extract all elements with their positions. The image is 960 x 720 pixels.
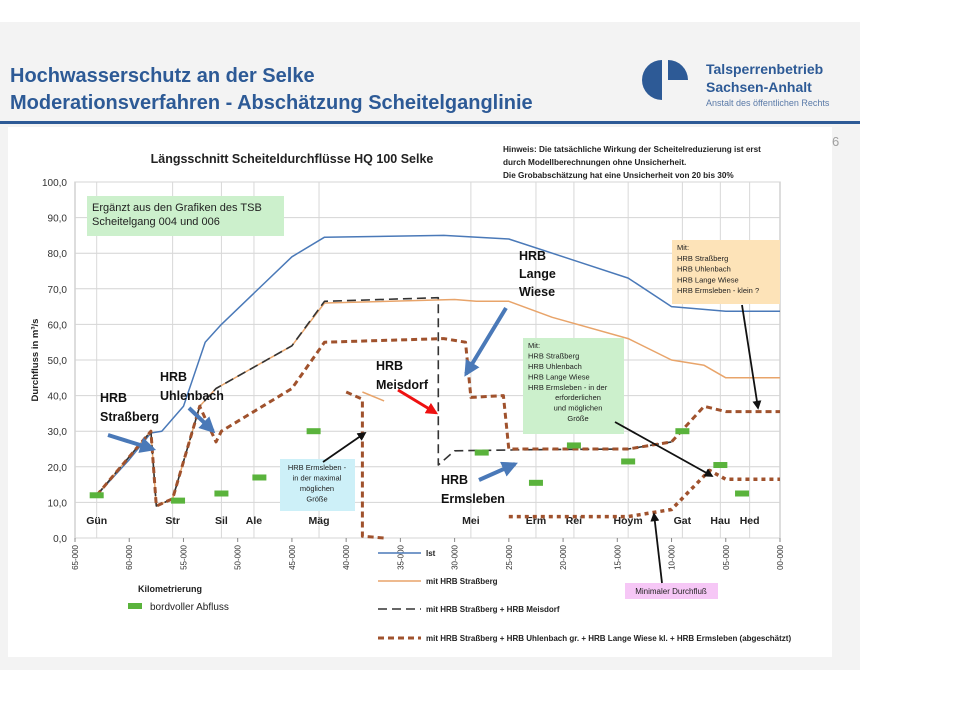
hrb-label-meisdorf: Meisdorf — [376, 378, 429, 392]
station-label: Hed — [739, 515, 760, 527]
station-label: Mäg — [308, 515, 330, 527]
x-tick-label: 30-000 — [450, 545, 460, 570]
hint-text: Hinweis: Die tatsächliche Wirkung der Scheitelreduzierung ist erst — [503, 145, 761, 154]
station-label: Mei — [462, 515, 480, 527]
chart-title: Längsschnitt Scheiteldurchflüsse HQ 100 Selke — [150, 152, 434, 166]
box-mit-center-text: HRB Straßberg — [528, 351, 580, 361]
box-mit-center-text: HRB Lange Wiese — [528, 372, 590, 382]
bordvoll-marker — [252, 474, 266, 480]
station-label: Hoym — [613, 515, 643, 527]
bordvoll-marker — [567, 442, 581, 448]
hrb-label-uhlenbach: HRB — [160, 370, 188, 384]
bordvoll-marker — [621, 458, 635, 464]
box-ermsleben-text: Größe — [306, 494, 328, 504]
hint-text: Die Grobabschätzung hat eine Unsicherheit von 20 bis 30% — [503, 171, 734, 180]
x-tick-label: 55-000 — [179, 545, 189, 570]
y-tick-label: 50,0 — [47, 356, 67, 367]
box-ermsleben-text: in der maximal — [292, 473, 342, 483]
annotation-arrow — [323, 433, 365, 462]
bordvoll-marker — [675, 428, 689, 434]
source-box-text: Ergänzt aus den Grafiken des TSB — [92, 202, 262, 214]
x-tick-label: 40-000 — [342, 545, 352, 570]
y-tick-label: 100,0 — [41, 178, 67, 189]
org-name-line1: Talsperrenbetrieb — [706, 61, 824, 77]
x-tick-label: 20-000 — [559, 545, 569, 570]
hrb-label-strassberg: Straßberg — [100, 410, 160, 424]
slide-title-line1: Hochwasserschutz an der Selke — [10, 65, 315, 87]
hrb-label-uhlenbach: Uhlenbach — [160, 389, 224, 403]
series-line — [362, 392, 384, 401]
box-mit-right-text: HRB Lange Wiese — [677, 275, 739, 285]
y-axis-label: Durchfluss in m³/s — [30, 318, 41, 402]
x-tick-label: 50-000 — [233, 545, 243, 570]
hrb-label-strassberg: HRB — [100, 391, 128, 405]
slide-title-line2: Moderationsverfahren - Abschätzung Scheitelganglinie — [10, 92, 533, 114]
y-tick-label: 90,0 — [47, 213, 67, 225]
station-label: Rei — [565, 515, 583, 527]
box-mit-center-text: erforderlichen — [555, 393, 601, 402]
bordvoll-marker — [529, 480, 543, 486]
legend-label: mit HRB Straßberg — [426, 577, 498, 586]
org-subtitle: Anstalt des öffentlichen Rechts — [706, 98, 830, 108]
hrb-label-lange-wiese: HRB — [519, 249, 547, 263]
box-mit-right-text: HRB Uhlenbach — [677, 264, 731, 274]
x-tick-label: 65-000 — [71, 545, 80, 570]
y-tick-label: 70,0 — [47, 284, 67, 296]
legend-label: bordvoller Abfluss — [150, 602, 229, 613]
bordvoll-marker — [735, 491, 749, 497]
legend-swatch — [128, 603, 142, 609]
y-tick-label: 0,0 — [53, 534, 67, 545]
box-mit-center-text: HRB Ermsleben - in der — [528, 383, 608, 392]
box-mit-center-text: HRB Uhlenbach — [528, 362, 582, 371]
x-tick-label: 10-000 — [667, 545, 677, 570]
annotation-arrow — [398, 390, 436, 413]
box-mit-right-text: HRB Ermsleben - klein ? — [677, 286, 760, 296]
box-mit-right-text: Mit: — [677, 243, 690, 252]
x-tick-label: 25-000 — [504, 545, 514, 570]
legend-label: Ist — [426, 549, 436, 558]
x-tick-label: 00-000 — [776, 545, 785, 570]
box-mit-center-text: Mit: — [528, 341, 541, 350]
bordvoll-marker — [90, 492, 104, 498]
y-tick-label: 30,0 — [47, 427, 67, 439]
hrb-label-ermsleben: Ermsleben — [441, 492, 505, 506]
x-tick-label: 15-000 — [613, 545, 623, 570]
station-label: Hau — [710, 515, 731, 527]
x-axis-label: Kilometrierung — [138, 584, 203, 594]
bordvoll-marker — [475, 450, 489, 456]
legend-label: mit HRB Straßberg + HRB Uhlenbach gr. + HRB Lange Wiese kl. + HRB Ermsleben (abgeschätzt) — [426, 634, 792, 643]
box-ermsleben-text: HRB Ermsleben - — [287, 463, 347, 472]
annotation-arrow — [466, 308, 506, 374]
source-box-text: Scheitelgang 004 und 006 — [92, 216, 220, 228]
y-tick-label: 20,0 — [47, 462, 67, 474]
y-tick-label: 80,0 — [47, 249, 67, 261]
hint-text: durch Modellberechnungen ohne Unsicherheit. — [503, 158, 687, 167]
x-tick-label: 45-000 — [287, 545, 297, 570]
bordvoll-marker — [307, 428, 321, 434]
station-label: Erm — [525, 515, 547, 527]
box-minimal-text: Minimaler Durchfluß — [635, 587, 707, 596]
y-tick-label: 60,0 — [47, 320, 67, 332]
station-label: Str — [165, 515, 180, 527]
bordvoll-marker — [171, 498, 185, 504]
box-mit-center-text: Größe — [567, 414, 589, 423]
hrb-label-ermsleben: HRB — [441, 473, 469, 487]
hrb-label-meisdorf: HRB — [376, 359, 404, 373]
y-tick-label: 10,0 — [47, 498, 67, 510]
legend-label: mit HRB Straßberg + HRB Meisdorf — [426, 605, 560, 614]
hrb-label-lange-wiese: Wiese — [519, 285, 556, 299]
box-ermsleben-text: möglichen — [299, 484, 335, 493]
annotation-layer — [87, 196, 791, 643]
bordvoll-marker — [713, 462, 727, 468]
station-label: Sil — [215, 515, 228, 527]
org-name-line2: Sachsen-Anhalt — [706, 79, 812, 95]
y-tick-label: 40,0 — [47, 391, 67, 403]
box-mit-center-text: und möglichen — [553, 403, 603, 413]
page-number: 6 — [832, 134, 840, 149]
station-label: Gat — [673, 515, 692, 527]
bordvoll-marker — [214, 491, 228, 497]
x-tick-label: 35-000 — [396, 545, 406, 570]
station-label: Ale — [245, 515, 263, 527]
annotation-arrow — [654, 514, 662, 583]
x-tick-label: 60-000 — [125, 545, 135, 570]
box-mit-right-text: HRB Straßberg — [677, 253, 729, 263]
hrb-label-lange-wiese: Lange — [519, 267, 556, 281]
x-tick-label: 05-000 — [721, 545, 731, 570]
station-label: Gün — [86, 515, 108, 527]
